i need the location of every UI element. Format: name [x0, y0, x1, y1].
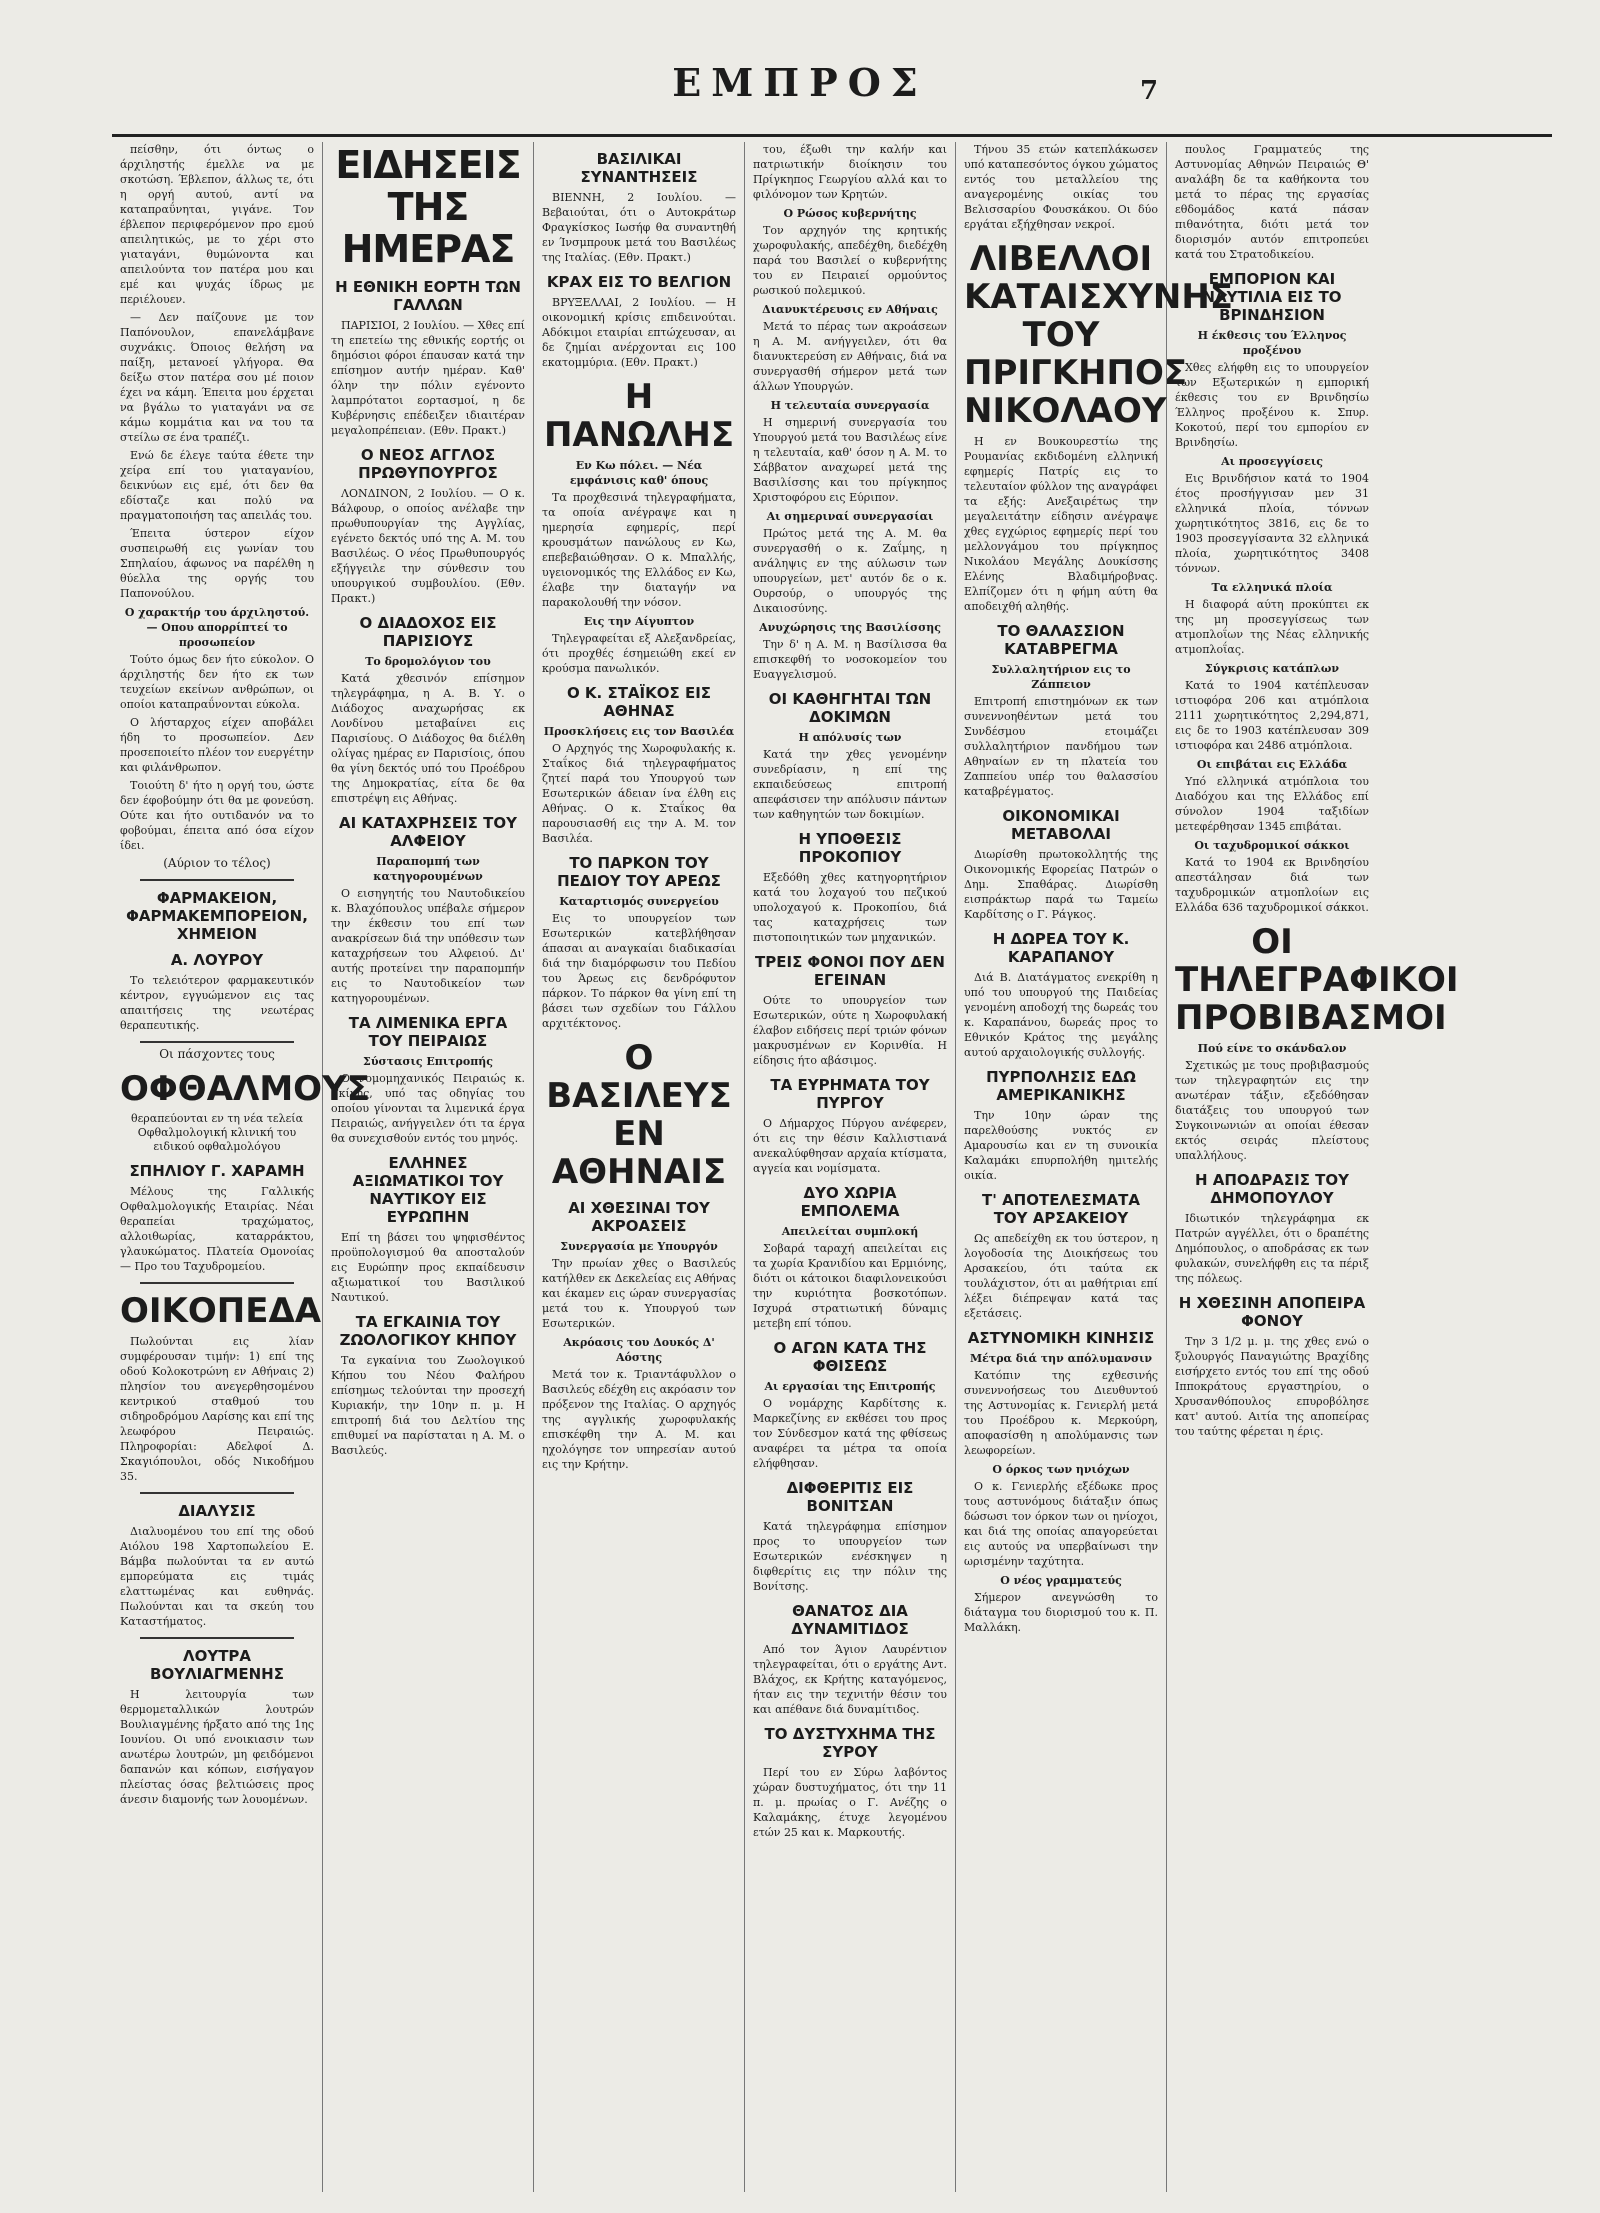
article-text: Υπό ελληνικά ατμόπλοια του Διαδόχου και της Ελλάδος επί σύνολον 1904 ταξιδίων μετεφέρθησαν 1345 επιβάται.: [1175, 775, 1369, 833]
article-headline: Η ΑΠΟΔΡΑΣΙΣ ΤΟΥ ΔΗΜΟΠΟΥΛΟΥ: [1194, 1171, 1350, 1207]
article-text: Επιτροπή επιστημόνων εκ των συνεννοηθέντων μετά του Συνδέσμου ετοιμάζει συλλαλητήριον πανδήμου των Αθηναίων εν τη πλατεία του Ζαππείου υπέρ του θαλασσίου καταβρέγματος.: [964, 695, 1158, 798]
subheading: Ανυχώρησις της Βασιλίσσης: [759, 621, 941, 634]
article-text: Τοιούτη δ' ήτο η οργή του, ώστε δεν έφοβούμην ότι θα με φονεύση. Ούτε και ήτο ουτιδανόν να το φοβούμαι, έπειτα από όσα είχον ίδει.: [120, 779, 314, 852]
article-text: Σήμερον ανεγνώσθη το διάταγμα του διορισμού του κ. Π. Μαλλάκη.: [964, 1591, 1158, 1634]
divider: [140, 879, 294, 881]
article-text: πουλος Γραμματεύς της Αστυνομίας Αθηνών Πειραιώς Θ' αναλάβη δε τα καθήκοντα του μετά το πέρας της εργασίας εθδομάδος κατά πάσαν πιθανότητα, διότι μετά τον διορισμόν αυτόν επιτροπεύει κατά του Στρατοδικείου.: [1175, 143, 1369, 261]
column-2: [323, 142, 534, 2192]
subheading: Η απόλυσίς των: [798, 731, 902, 744]
article-text: ΠΑΡΙΣΙΟΙ, 2 Ιουλίου. — Χθες επί τη επετείω της εθνικής εορτής οι δημόσιοι φόροι έπαυσαν κατά την επίσημον αυτήν ημέραν. Καθ' όλην την πόλιν εγένοντο λαμπρότατοι εορτασμοί, η δε Κυβέρνησις επέδειξεν ιδιαιτέραν μεγαλοπρέπειαν. (Εθν. Πρακτ.): [331, 319, 525, 437]
article-text: Κατά το 1904 εκ Βρινδησίου απεστάλησαν διά των ταχυδρομικών ατμοπλοίων εις Ελλάδα 636 ταχυδρομικοί σάκκοι.: [1175, 856, 1369, 914]
article-text: Η διαφορά αύτη προκύπτει εκ της μη προσεγγίσεως των ατμοπλοΐων της Νέας ελληνικής ατμοπλοΐας.: [1175, 598, 1369, 656]
column-4: [745, 142, 956, 2192]
subheading: Σύγκρισις κατάπλων: [1205, 662, 1339, 675]
article-headline: Η ΕΘΝΙΚΗ ΕΟΡΤΗ ΤΩΝ ΓΑΛΛΩΝ: [335, 278, 521, 314]
article-text: Πρώτος μετά της Α. Μ. θα συνεργασθή ο κ. Ζαΐμης, η ανάληψις εν της αύλωσιν των υπουργείων, μετ' αυτόν δε ο κ. Ουρσούρ, ο υπουργός της Δικαιοσύνης.: [753, 527, 947, 615]
article-text: Την δ' η Α. Μ. η Βασίλισσα θα επισκεφθή το νοσοκομείον του Ευαγγελισμού.: [753, 638, 947, 681]
article-headline: ΤΑ ΛΙΜΕΝΙΚΑ ΕΡΓΑ ΤΟΥ ΠΕΙΡΑΙΩΣ: [348, 1014, 508, 1050]
article-headline: Η ΔΩΡΕΑ ΤΟΥ Κ. ΚΑΡΑΠΑΝΟΥ: [992, 930, 1130, 966]
article-headline: ΟΙΚΟΝΟΜΙΚΑΙ ΜΕΤΑΒΟΛΑΙ: [1002, 807, 1120, 843]
article-text: Ενώ δε έλεγε ταύτα έθετε την χείρα επί του γιαταγανίου, δεικνύων εις εμέ, ότι δεν θα εδίσταζε και πολύ να πραγματοποιήση τας απειλάς του.: [120, 449, 314, 522]
article-text: Σοβαρά ταραχή απειλείται εις τα χωρία Κρανιδίου και Ερμιόνης, διότι οι κάτοικοι διαφιλονεικούσι την κυριότητα βοσκοτόπων. Ισχυρά στρατιωτική δύναμις μετεβη επί τόπου.: [753, 1242, 947, 1330]
article-text: Ο νομομηχανικός Πειραιώς κ. Γκίνης, υπό τας οδηγίας του οποίου γίνονται τα λιμενικά έργα Πειραιώς, ανήγγειλεν ότι τα έργα θα συνεχισθούν εντός του μηνός.: [331, 1072, 525, 1145]
columns: [112, 142, 1552, 2192]
column-5: [956, 142, 1234, 2192]
subheading: Ο νέος γραμματεύς: [1000, 1574, 1122, 1587]
article-headline: Η ΠΑΝΩΛΗΣ: [543, 377, 735, 455]
subheading: Συνεργασία με Υπουργόν: [560, 1240, 718, 1253]
subheading: Οι ταχυδρομικοί σάκκοι: [1194, 839, 1350, 852]
article-text: Την πρωίαν χθες ο Βασιλεύς κατήλθεν εκ Δεκελείας εις Αθήνας και έκαμεν εις ώραν συνεργασίας μετά του κ. Υπουργού των Εσωτερικών.: [542, 1257, 736, 1330]
subheading: Ο Ρώσος κυβερνήτης: [783, 207, 917, 220]
article-headline: Η ΧΘΕΣΙΝΗ ΑΠΟΠΕΙΡΑ ΦΟΝΟΥ: [1178, 1294, 1366, 1330]
subheading: Το δρομολόγιον του: [365, 655, 491, 668]
article-text: Ο εισηγητής του Ναυτοδικείου κ. Βλαχόπουλος υπέβαλε σήμερον την έκθεσιν του επί των ανακρίσεων διά την υπόθεσιν των καταχρήσεων του Αλφειού. Δι' αυτής προτείνει την παραπομπήν εις το Ναυτοδικείον των κατηγορουμένων.: [331, 887, 525, 1005]
article-headline: ΤΑ ΕΥΡΗΜΑΤΑ ΤΟΥ ΠΥΡΓΟΥ: [770, 1076, 930, 1112]
subheading: Προσκλήσεις εις τον Βασιλέα: [543, 725, 735, 738]
article-headline: ΤΟ ΠΑΡΚΟΝ ΤΟΥ ΠΕΔΙΟΥ ΤΟΥ ΑΡΕΩΣ: [557, 854, 721, 890]
article-text: Τούτο όμως δεν ήτο εύκολον. Ο άρχιληστής δεν ήτο εκ των τευχείων εκείνων ανθρώπων, οι οποίοι καταπραΰνονται εύκολα.: [120, 653, 314, 711]
ad-pharmacy-name: Α. ΛΟΥΡΟΥ: [170, 951, 264, 969]
article-text: Τηλεγραφείται εξ Αλεξανδρείας, ότι προχθές έσημειώθη εκεί εν κρούσμα πανωλικόν.: [542, 632, 736, 675]
subheading: Σύστασις Επιτροπής: [363, 1055, 493, 1068]
article-text: Χθες ελήφθη εις το υπουργείον των Εξωτερικών η εμπορική έκθεσις του εν Βρινδησίω Έλληνος προξένου κ. Σπυρ. Κοκοτού, περί του εμπορίου εν Βρινδησίω.: [1175, 361, 1369, 449]
article-headline: ΟΙ ΚΑΘΗΓΗΤΑΙ ΤΩΝ ΔΟΚΙΜΩΝ: [768, 690, 932, 726]
ad-eyes-intro: Οι πάσχοντες τους: [159, 1047, 275, 1061]
article-headline: ΤΟ ΔΥΣΤΥΧΗΜΑ ΤΗΣ ΣΥΡΟΥ: [764, 1725, 936, 1761]
article-headline: ΑΣΤΥΝΟΜΙΚΗ ΚΙΝΗΣΙΣ: [967, 1329, 1155, 1347]
article-text: Ο κ. Γενιερλής εξέδωκε προς τους αστυνόμους διάταξιν όπως δώσωσι τον όρκον των οι ηνίοχοι, και διά της οποίας απαγορεύεται εις αυτούς να υπερβαίνωσι την ωρισμένην ταχύτητα.: [964, 1480, 1158, 1568]
article-text: Κατά την χθες γενομένην συνεδρίασιν, η επί της εκπαιδεύσεως επιτροπή απεφάσισεν την απόλυσιν πάντων των καθηγητών των δοκιμίων.: [753, 748, 947, 821]
subheading: Αι εργασίαι της Επιτροπής: [764, 1380, 936, 1393]
article-headline: Η ΥΠΟΘΕΣΙΣ ΠΡΟΚΟΠΙΟΥ: [798, 830, 902, 866]
subheading: Οι επιβάται εις Ελλάδα: [1196, 758, 1348, 771]
article-text: Έπειτα ύστερον είχον συσπειρωθή εις γωνίαν του Σπηλαίου, άφωνος να παρέλθη η θύελλα της οργής του Παπονούλου.: [120, 527, 314, 600]
article-text: Επί τη βάσει του ψηφισθέντος προϋπολογισμού θα αποσταλούν εις Ευρώπην προς εκπαίδευσιν αξιωματικοί του Βασιλικού Ναυτικού.: [331, 1231, 525, 1304]
article-text: Τον αρχηγόν της κρητικής χωροφυλακής, απεδέχθη, διεδέχθη παρά του Βασιλεί ο κυβερνήτης του εν Πειραιεί ορμούντος ρωσικού πολεμικού.: [753, 224, 947, 297]
subheading: Ακρόασις του Δουκός Δ' Αόστης: [563, 1336, 715, 1364]
masthead: ΕΜΠΡΟΣ: [672, 60, 928, 105]
ad-baths-title: ΛΟΥΤΡΑ ΒΟΥΛΙΑΓΜΕΝΗΣ: [150, 1647, 284, 1683]
article-text: Εξεδόθη χθες κατηγορητήριον κατά του λοχαγού του πεζικού υπολοχαγού κ. Προκοπίου, διά τας καταχρήσεις των πιστοποιητικών των μηχανικών.: [753, 871, 947, 944]
subheading: Συλλαλητήριον εις το Ζάππειον: [991, 663, 1131, 691]
article-text: Η εν Βουκουρεστίω της Ρουμανίας εκδιδομένη ελληνική εφημερίς Πατρίς εις το τελευταίον φύλλον της αναγράφει τα εξής: Ανεξαιρέτως την μεγαλειτάτην είδησιν ανέγραψε χθες εγχώριος εφημερίς περί του μελλονγάμου του πρίγκηπος Νικολάου Μεγάλης Δουκίσσης Ελένης Βλαδιμήροβνας. Ελπίζομεν ότι η φήμη αύτη θα αποδειχθή αληθής.: [964, 435, 1158, 613]
article-text: Ιδιωτικόν τηλεγράφημα εκ Πατρών αγγέλλει, ότι ο δραπέτης Δημόπουλος, ο αποδράσας εκ των φυλακών, συνελήφθη εις τα πέριξ της πόλεως.: [1175, 1212, 1369, 1285]
article-text: Κατά το 1904 κατέπλευσαν ιστιοφόρα 206 και ατμόπλοια 2111 χωρητικότητος 2,294,871, εις δε το 1903 κατέπλευσαν 309 ιστιοφόρα και 2486 ατμόπλοια.: [1175, 679, 1369, 752]
column-6: [1167, 142, 1459, 2192]
subheading: Ο χαρακτήρ του άρχιληστού. — Οπου απορρίπτεί το προσωπείον: [124, 606, 310, 649]
subheading: Αι προσεγγίσεις: [1221, 455, 1323, 468]
column-3: [534, 142, 745, 2192]
article-text: Διά Β. Διατάγματος ενεκρίθη η υπό του υπουργού της Παιδείας γενομένη αποδοχή της δωρεάς του κ. Καραπάνου, δωρεάς προς το Εθνικόν Κράτος της μεγάλης αυτού αρχαιολογικής συλλογής.: [964, 971, 1158, 1059]
article-text: Από τον Άγιον Λαυρέντιον τηλεγραφείται, ότι ο εργάτης Αντ. Βλάχος, εκ Κρήτης καταγόμενος, ήταν εις την τεχνιτήν θέσιν του και απέθανε διά δυναμίτιδος.: [753, 1643, 947, 1716]
ad-text: Πωλούνται εις λίαν συμφέρουσαν τιμήν: 1) επί της οδού Κολοκοτρώνη εν Αθήναις 2) πλησίον του ανεγερθησομένου κεντρικού σταθμού του σιδηροδρόμου Λαρίσης και επί της λεωφόρου Πειραιώς. Πληροφορίαι: Αδελφοί Δ. Σκαγιόπουλοι, οδός Νικοδήμου 35.: [120, 1335, 314, 1483]
article-headline: ΤΑ ΕΓΚΑΙΝΙΑ ΤΟΥ ΖΩΟΛΟΓΙΚΟΥ ΚΗΠΟΥ: [339, 1313, 517, 1349]
article-headline: ΔΥΟ ΧΩΡΙΑ ΕΜΠΟΛΕΜΑ: [800, 1184, 900, 1220]
article-headline: ΕΛΛΗΝΕΣ ΑΞΙΩΜΑΤΙΚΟΙ ΤΟΥ ΝΑΥΤΙΚΟΥ ΕΙΣ ΕΥΡΩΠΗΝ: [352, 1154, 504, 1226]
article-text: ΒΡΥΞΕΛΛΑΙ, 2 Ιουλίου. — Η οικονομική κρίσις επιδεινούται. Αδόκιμοι εταιρίαι επτώχευσαν, αι δε ζημίαι ανέρχονται εις 100 εκατομμύρια. (Εθν. Πρακτ.): [542, 296, 736, 369]
article-headline: Ο ΔΙΑΔΟΧΟΣ ΕΙΣ ΠΑΡΙΣΙΟΥΣ: [359, 614, 497, 650]
article-headline: Ο ΝΕΟΣ ΑΓΓΛΟΣ ΠΡΩΘΥΠΟΥΡΓΟΣ: [358, 446, 498, 482]
subheading: Διανυκτέρευσις εν Αθήναις: [762, 303, 938, 316]
news-banner: ΕΙΔΗΣΕΙΣ ΤΗΣ ΗΜΕΡΑΣ: [335, 143, 521, 271]
article-text: του, έξωθι την καλήν και πατριωτικήν διοίκησιν του Πρίγκηπος Γεωργίου αλλά και το φιλόνομον των Κρητών.: [753, 143, 947, 201]
article-headline: Τ' ΑΠΟΤΕΛΕΣΜΑΤΑ ΤΟΥ ΑΡΣΑΚΕΙΟΥ: [982, 1191, 1140, 1227]
article-headline: Ο ΒΑΣΙΛΕΥΣ ΕΝ ΑΘΗΝΑΙΣ: [546, 1038, 732, 1192]
article-headline: Ο ΑΓΩΝ ΚΑΤΑ ΤΗΣ ΦΘΙΣΕΩΣ: [773, 1339, 927, 1375]
divider: [140, 1282, 294, 1284]
article-text: Μετά το πέρας των ακροάσεων η Α. Μ. ανήγγειλεν, ότι θα διανυκτερεύση εν Αθήναις, διά να συνεργασθή σήμερον μετά των άλλων Υπουργών.: [753, 320, 947, 393]
continued-note: (Αύριον το τέλος): [163, 856, 271, 870]
article-text: Διωρίσθη πρωτοκολλητής της Οικονομικής Εφορείας Πατρών ο Δημ. Σπαθάρας. Διωρίσθη εισπράκτωρ παρά τω Ταμείω Καρδίτσης ο Γ. Ράγκος.: [964, 848, 1158, 921]
article-headline: ΒΑΣΙΛΙΚΑΙ ΣΥΝΑΝΤΗΣΕΙΣ: [580, 150, 698, 186]
ad-eyes-name: ΣΠΗΛΙΟΥ Γ. ΧΑΡΑΜΗ: [129, 1162, 305, 1180]
ad-pharmacy-title: ΦΑΡΜΑΚΕΙΟΝ, ΦΑΡΜΑΚΕΜΠΟΡΕΙΟΝ, ΧΗΜΕΙΟΝ: [126, 889, 308, 943]
subheading: Ο όρκος των ηνιόχων: [992, 1463, 1130, 1476]
subheading: Καταρτισμός συνεργείου: [559, 895, 719, 908]
article-text: Την 10ην ώραν της παρελθούσης νυκτός εν Αμαρουσίω και εν τη συνοικία Καλαμάκι επυρπολήθη ημιτελής οικία.: [964, 1109, 1158, 1182]
ad-plots-title: ΟΙΚΟΠΕΔΑ: [120, 1291, 322, 1331]
article-text: Η σημερινή συνεργασία του Υπουργού μετά του Βασιλέως είνε η τελευταία, καθ' όσον η Α. Μ. το Σάββατον αναχωρεί μετά της Βασιλίσσης και του πρίγκηπος Χριστοφόρου εις Εύριπον.: [753, 416, 947, 504]
ad-eyes-title: ΟΦΘΑΛΜΟΥΣ: [120, 1069, 370, 1109]
subheading: Πού είνε το σκάνδαλον: [1197, 1042, 1347, 1055]
article-text: Ο Δήμαρχος Πύργου ανέφερεν, ότι εις την θέσιν Καλλιστιανά ανεκαλύφθησαν αρχαία κτίσματα, αγγεία και νομίσματα.: [753, 1117, 947, 1175]
subheading: Απειλείται συμπλοκή: [781, 1225, 919, 1238]
article-text: Ως απεδείχθη εκ του ύστερον, η λογοδοσία της Διοικήσεως του Αρσακείου, ότι ταύτα εκ τουλάχιστον, ότι αι μαθήτριαι επί λέξει διέπρεψαν κατά τας εξετάσεις.: [964, 1232, 1158, 1320]
article-text: — Δεν παίζουνε με τον Παπόνουλον, επανελάμβανε συχνάκις. Όποιος θελήση να παίξη, μετανοεί γλήγορα. Θα δείξω στον πατέρα σου μέ ποιον έχει να κάμη. Έπειτα μου έρχεται να βγάλω το γιαταγάνι να σε κάμω κομμάτια και να του τα στείλω σε ένα τραπέζι.: [120, 311, 314, 444]
subheading: Παραπομπή των κατηγορουμένων: [373, 855, 483, 883]
article-text: Τήνου 35 ετών κατεπλάκωσεν υπό καταπεσόντος όγκου χώματος εντός του μεταλλείου της αναγερομένης οικίας του Βελισσαρίου Φουσκάκου. Οι δύο εργάται εξήχθησαν νεκροί.: [964, 143, 1158, 231]
article-headline: ΘΑΝΑΤΟΣ ΔΙΑ ΔΥΝΑΜΙΤΙΔΟΣ: [791, 1602, 909, 1638]
article-text: Τα προχθεσινά τηλεγραφήματα, τα οποία ανέγραψε και η ημερησία εφημερίς, περί κρουσμάτων πανώλους εν Κω, επεβεβαιώθησαν. Ο κ. Μπαλλής, υγειονομικός της Ελλάδος εν Κω, έλαβε την διαταγήν να παρακολουθή την νόσον.: [542, 491, 736, 609]
article-headline: ΑΙ ΚΑΤΑΧΡΗΣΕΙΣ ΤΟΥ ΑΛΦΕΙΟΥ: [339, 814, 517, 850]
ad-text: Η λειτουργία των θερμομεταλλικών λουτρών Βουλιαγμένης ήρξατο από της 1ης Ιουνίου. Οι υπό ενοικιασιν των ανωτέρω λουτρών, μη φειδόμενοι δαπανών και κόπων, εισήγαγον πλείστας όσας βελτιώσεις προς άνεσιν διαμονής των λουομένων.: [120, 1688, 314, 1806]
subheading: Η τελευταία συνεργασία: [770, 399, 930, 412]
article-text: Ο Αρχηγός της Χωροφυλακής κ. Σταΐκος διά τηλεγραφήματος ζητεί παρά του Υπουργού των Εσωτερικών άδειαν ίνα έλθη εις Αθήνας. Ο κ. Σταΐκος θα παρουσιασθή εις την Α. Μ. τον Βασιλέα.: [542, 742, 736, 845]
article-headline: Ο Κ. ΣΤΑΪΚΟΣ ΕΙΣ ΑΘΗΝΑΣ: [566, 684, 712, 720]
ad-dissolution-title: ΔΙΑΛΥΣΙΣ: [178, 1502, 256, 1520]
article-text: Κατά τηλεγράφημα επίσημον προς το υπουργείον των Εσωτερικών ενέσκηψεν η διφθερίτις εις την πόλιν της Βονίτσης.: [753, 1520, 947, 1593]
column-1: [112, 142, 370, 2192]
divider: [140, 1637, 294, 1639]
article-text: Περί του εν Σύρω λαβόντος χώραν δυστυχήματος, ότι την 11 π. μ. πρωίας ο Γ. Ανέζης ο Καλαμάκης, έτυχε λεγομένου ετών 25 και κ. Μαρκουτής.: [753, 1766, 947, 1839]
article-text: Ούτε το υπουργείον των Εσωτερικών, ούτε η Χωροφυλακή έλαβον ειδήσεις περί τριών φόνων μακρυσμένων εν Κορινθία. Η είδησις ήτο αβάσιμος.: [753, 994, 947, 1067]
article-text: Σχετικώς με τους προβιβασμούς των τηλεγραφητών εις την ανωτέραν τάξιν, εξεδόθησαν διατάξεις του υπουργού των Συγκοινωνιών αι οποίαι έθεσαν εκτός σειράς πλείστους υπαλλήλους.: [1175, 1059, 1369, 1162]
article-text: Εις Βρινδήσιον κατά το 1904 έτος προσήγγισαν μεν 31 ελληνικά πλοία, τόννων χωρητικότητος 3816, εις δε το 1903 προσεγγίσαντα 32 ελληνικά πλοία, χωρητικότητος 3408 τόννων.: [1175, 472, 1369, 575]
subheading: Τα ελληνικά πλοία: [1211, 581, 1333, 594]
article-headline: ΑΙ ΧΘΕΣΙΝΑΙ ΤΟΥ ΑΚΡΟΑΣΕΙΣ: [568, 1199, 710, 1235]
article-text: Κατόπιν της εχθεσινής συνεννοήσεως του Διευθυντού της Αστυνομίας κ. Γενιερλή μετά του Προέδρου κ. Μερκούρη, αποφασίσθη η απολύμανσις των λεωφορείων.: [964, 1369, 1158, 1457]
article-text: Ο λήσταρχος είχεν αποβάλει ήδη το προσωπείον. Δεν προσεποιείτο πλέον τον ευεργέτην και φιλάνθρωπον.: [120, 716, 314, 774]
article-headline: ΤΟ ΘΑΛΑΣΣΙΟΝ ΚΑΤΑΒΡΕΓΜΑ: [997, 622, 1125, 658]
article-headline: ΚΡΑΧ ΕΙΣ ΤΟ ΒΕΛΓΙΟΝ: [546, 273, 732, 291]
article-text: πείσθην, ότι όντως ο άρχιληστής έμελλε να με σκοτώση. Έβλεπον, άλλως τε, ότι η οργή αυτού, αντί να καταπραΰνηται, γιγάνε. Τον έβλεπον περιφερόμενον προ εμού απειλητικώς, με το χέρι στο γιαταγάνι, θυμώνοντα και απειλούντα τον πατέρα μου και εμέ και ψυχάς ίδρως με περιέλουεν.: [120, 143, 314, 306]
divider: [140, 1492, 294, 1494]
page-number: 7: [1140, 76, 1159, 106]
subheading: Μέτρα διά την απόλυμανσιν: [969, 1352, 1153, 1365]
subheading: Αι σημεριναί συνεργασίαι: [766, 510, 934, 523]
divider: [140, 1041, 294, 1043]
article-text: ΒΙΕΝΝΗ, 2 Ιουλίου. — Βεβαιούται, ότι ο Αυτοκράτωρ Φραγκίσκος Ιωσήφ θα συναντηθή εν Ίνσμπρουκ μετά του Βασιλέως της Ιταλίας. (Εθν. Πρακτ.): [542, 191, 736, 264]
ad-text: Το τελειότερον φαρμακευτικόν κέντρον, εγγυώμενον εις τας απαιτήσεις της νεωτέρας θεραπευτικής.: [120, 974, 314, 1032]
ad-text: θεραπεύονται εν τη νέα τελεία Οφθαλμολογική κλινική του ειδικού οφθαλμολόγου: [130, 1112, 304, 1153]
subheading: Εν Κω πόλει. — Νέα εμφάνισις καθ' όπους: [569, 459, 709, 487]
ad-text: Μέλους της Γαλλικής Οφθαλμολογικής Εταιρίας. Νέαι θεραπείαι τραχώματος, αλλοιθωρίας, καταρράκτου, γλαυκώματος. Πλατεία Ομονοίας — Προ του Ταχυδρομείου.: [120, 1185, 314, 1273]
article-text: Μετά τον κ. Τριαντάφυλλον ο Βασιλεύς εδέχθη εις ακρόασιν τον πρόξενον της Ιταλίας. Ο αρχηγός της αγγλικής χωροφυλακής επισκέφθη την Α. Μ. και ηχολόγησε τον υπηρεσίαν αυτού εις την Κρήτην.: [542, 1368, 736, 1471]
article-headline: ΛΙΒΕΛΛΟΙ ΚΑΤΑΙΣΧΥΝΗΣ ΤΟΥ ΠΡΙΓΚΗΠΟΣ ΝΙΚΟΛΑΟΥ: [964, 239, 1234, 431]
article-text: Κατά χθεσινόν επίσημον τηλεγράφημα, η Α. Β. Υ. ο Διάδοχος αναχωρήσας εκ Λονδίνου μεταβαίνει εις Παρισίους. Ο Διάδοχος θα διέλθη ολίγας ημέρας εν Παρισίοις, όπου θα γίνη δεκτός υπό του Προέδρου της Δημοκρατίας, είτα δε θα επιστρέψη εις Αθήνας.: [331, 672, 525, 805]
subheading: Η έκθεσις του Έλληνος προξένου: [1197, 329, 1347, 357]
article-headline: ΠΥΡΠΟΛΗΣΙΣ ΕΔΩ ΑΜΕΡΙΚΑΝΙΚΗΣ: [986, 1068, 1136, 1104]
article-text: Εις το υπουργείον των Εσωτερικών κατεβλήθησαν άπασαι αι αναγκαίαι διαδικασίαι διά την διαμόρφωσιν του Πεδίου του Άρεως εις δενδρόφυτον πάρκον. Το πάρκον θα γίνη επί τη βάσει των σχεδίων του Γάλλου αρχιτέκτονος.: [542, 912, 736, 1030]
article-text: Τα εγκαίνια του Ζωολογικού Κήπου του Νέου Φαλήρου επίσημως τελούνται την προσεχή Κυριακήν, την 10ην π. μ. Η επιτροπή διά του Δελτίου της επιθυμεί να παρίσταται η Α. Μ. ο Βασιλεύς.: [331, 1354, 525, 1457]
article-text: Ο νομάρχης Καρδίτσης κ. Μαρκεζίνης εν εκθέσει του προς τον Σύνδεσμον κατά της φθίσεως αναφέρει τα μέτρα τα οποία ελήφθησαν.: [753, 1397, 947, 1470]
top-rule: [112, 134, 1552, 137]
article-headline: ΟΙ ΤΗΛΕΓΡΑΦΙΚΟΙ ΠΡΟΒΙΒΑΣΜΟΙ: [1175, 922, 1459, 1038]
article-text: ΛΟΝΔΙΝΟΝ, 2 Ιουλίου. — Ο κ. Βάλφουρ, ο οποίος ανέλαβε την πρωθυπουργίαν της Αγγλίας, εγένετο δεκτός υπό της Α. Μ. του Βασιλέως. Ο νέος Πρωθυπουργός εξήγγειλε την σύνθεσιν του υπουργικού συμβουλίου. (Εθν. Πρακτ.): [331, 487, 525, 605]
ad-text: Διαλυομένου του επί της οδού Αιόλου 198 Χαρτοπωλείου Ε. Βάμβα πωλούνται τα εν αυτώ εμπορεύματα εις τιμάς ελαττωμένας και ευθηνάς. Πωλούνται και τα σκεύη του Καταστήματος.: [120, 1525, 314, 1628]
subheading: Εις την Αίγυπτον: [583, 615, 695, 628]
article-headline: ΔΙΦΘΕΡΙΤΙΣ ΕΙΣ ΒΟΝΙΤΣΑΝ: [786, 1479, 914, 1515]
article-headline: ΤΡΕΙΣ ΦΟΝΟΙ ΠΟΥ ΔΕΝ ΕΓΕΙΝΑΝ: [755, 953, 945, 989]
article-text: Την 3 1/2 μ. μ. της χθες ενώ ο ξυλουργός Παναγιώτης Βραχίδης εισήρχετο εντός του επί της οδού Ιπποκράτους εργαστηρίου, ο Χρυσανθόπουλος επυροβόλησε κατ' αυτού. Αιτία της αποπείρας του ταύτης φέρεται η έρις.: [1175, 1335, 1369, 1438]
article-headline: ΕΜΠΟΡΙΟΝ ΚΑΙ ΝΑΥΤΙΛΙΑ ΕΙΣ ΤΟ ΒΡΙΝΔΗΣΙΟΝ: [1202, 270, 1342, 324]
